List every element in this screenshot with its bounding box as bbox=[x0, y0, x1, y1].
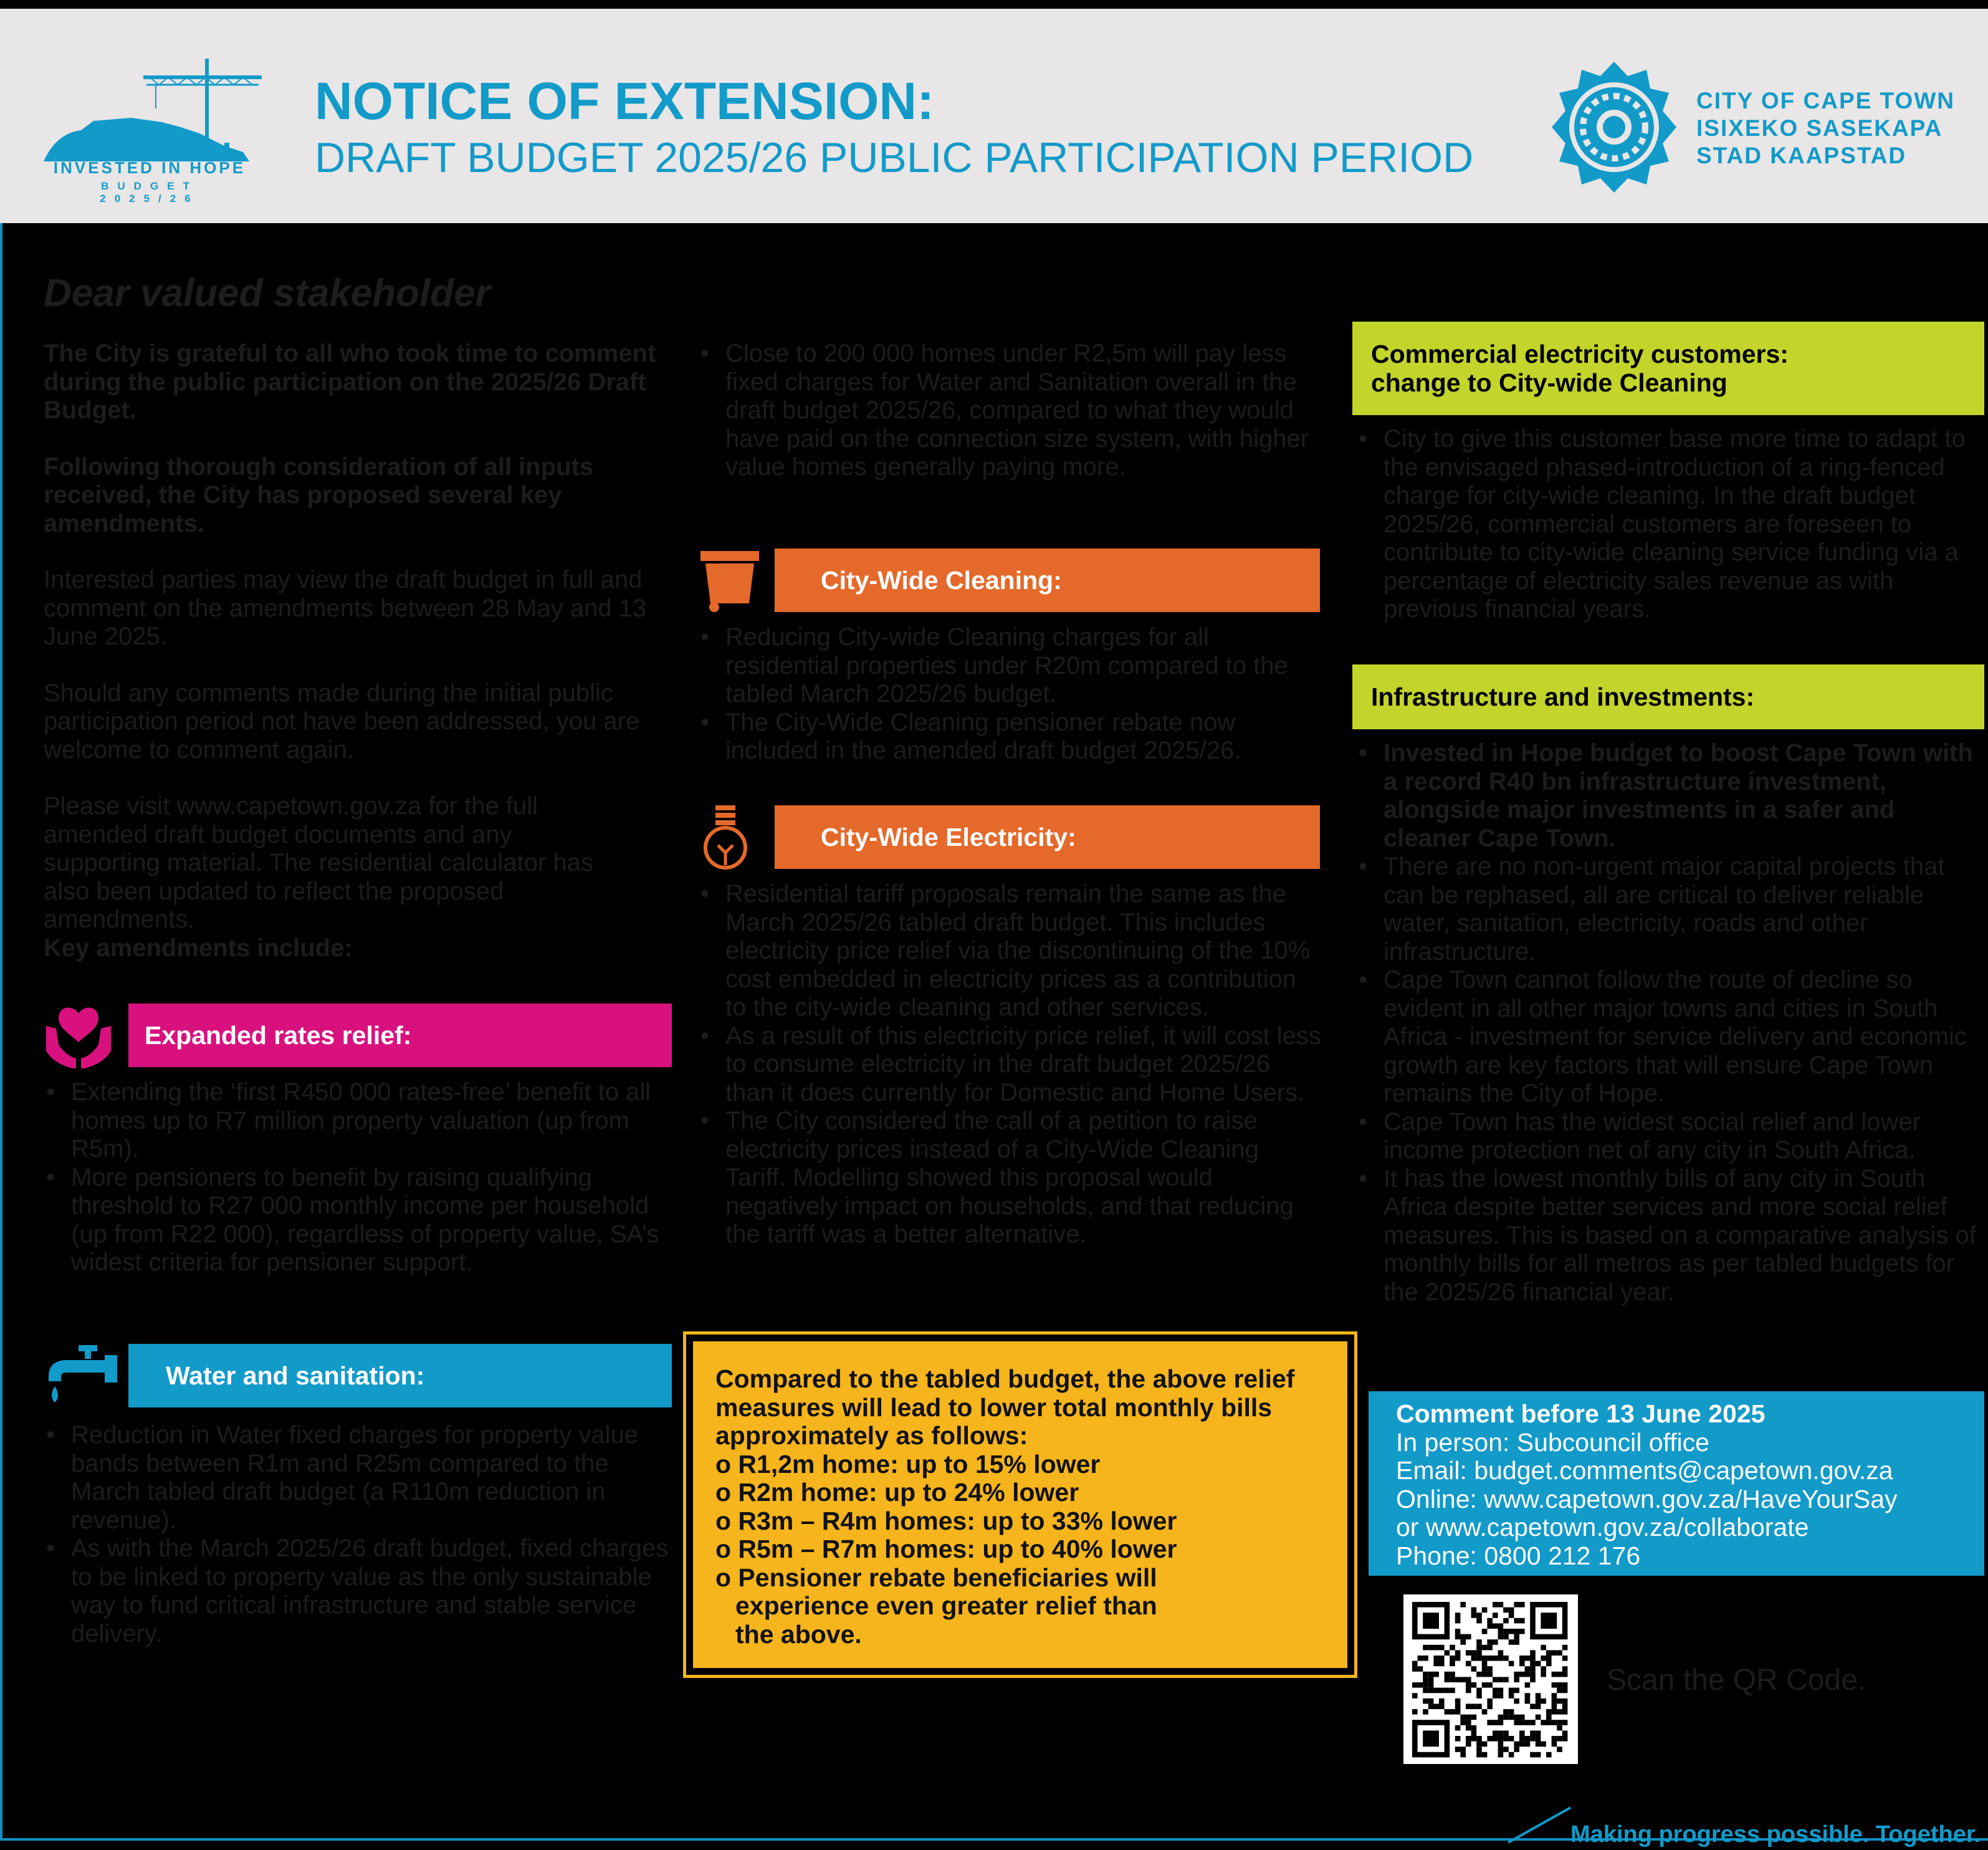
list-item: • Reducing City-wide Cleaning charges for all residential properties under R20m compared to the tabled March 2025/26 budget. bbox=[698, 623, 1321, 709]
intro-paragraph-5: Please visit www.capetown.gov.za for the full amended draft budget documents and any supporting material. The residential calculator has also been updated to reflect the proposed amendments. bbox=[44, 792, 593, 933]
city-name-english: CITY OF CAPE TOWN bbox=[1696, 88, 1955, 113]
relief-box bbox=[693, 1341, 1347, 1668]
relief-item: o Pensioner rebate beneficiaries will bbox=[715, 1563, 1157, 1592]
list-item: • Reduction in Water fixed charges for property value bands between R1m and R25m compared to the March tabled draft budget (a R110m reduction in revenue). bbox=[44, 1421, 673, 1535]
city-name bbox=[1696, 87, 1955, 170]
city-name-afrikaans: STAD KAAPSTAD bbox=[1696, 143, 1907, 168]
city-name-xhosa: ISIXEKO SASEKAPA bbox=[1696, 115, 1943, 141]
comment-in-person: In person: Subcouncil office bbox=[1396, 1427, 1709, 1457]
footer-tagline: Making progress possible. Together. bbox=[1570, 1821, 1981, 1848]
list-item: • There are no non-urgent major capital projects that can be rephased, all are critical to deliver reliable water, sanitation, electricity, roads and other infrastructure. bbox=[1356, 853, 1979, 966]
relief-item: o R5m – R7m homes: up to 40% lower bbox=[715, 1535, 1177, 1563]
relief-item-continued: the above. bbox=[735, 1619, 862, 1649]
column-intro bbox=[44, 340, 673, 962]
city-wide-cleaning-title: City-Wide Cleaning: bbox=[821, 565, 1062, 595]
page-subtitle: DRAFT BUDGET 2025/26 PUBLIC PARTICIPATION PERIOD bbox=[315, 134, 1474, 181]
intro-paragraph-4: Should any comments made during the initial public participation period not have been addressed, you are welcome to comment again. bbox=[44, 679, 640, 764]
commercial-electricity-band bbox=[1352, 322, 1984, 415]
list-item: • More pensioners to benefit by raising qualifying threshold to R27 000 monthly income per household (up from R22 000), regardless of property value, SA’s widest criteria for pensioner support. bbox=[44, 1164, 673, 1277]
water-sanitation-title: Water and sanitation: bbox=[166, 1361, 425, 1390]
relief-item: o R2m home: up to 24% lower bbox=[715, 1478, 1079, 1507]
list-item: • City to give this customer base more time to adapt to the envisaged phased-introduction of a ring-fenced charge for city-wide cleaning. In the draft budget 2025/26, commercial customers are foreseen to contribute to city-wide cleaning service funding via a percentage of electricity sales revenue as with previous financial years. bbox=[1356, 425, 1979, 624]
column-two-top bbox=[698, 340, 1321, 482]
relief-item-continued: experience even greater relief than bbox=[735, 1591, 1157, 1620]
relief-intro: Compared to the tabled budget, the above relief measures will lead to lower total monthly bills approximately as follows: bbox=[715, 1364, 1295, 1450]
list-item: • As with the March 2025/26 draft budget, fixed charges to be linked to property value as the only sustainable way to fund critical infrastructure and stable service delivery. bbox=[44, 1535, 673, 1648]
commercial-title-line2: change to City-wide Cleaning bbox=[1371, 368, 1728, 397]
header bbox=[0, 9, 1988, 223]
city-wide-cleaning-list bbox=[698, 623, 1321, 765]
infrastructure-list bbox=[1356, 739, 1979, 1306]
list-item: • Residential tariff proposals remain the same as the March 2025/26 tabled draft budget. This includes electricity price relief via the discontinuing of the 10% cost embedded in electricity prices as a contribution to the city-wide cleaning and other services. bbox=[698, 880, 1321, 1022]
city-wide-electricity-title: City-Wide Electricity: bbox=[821, 822, 1076, 851]
intro-paragraph-2: Following thorough consideration of all inputs received, the City has proposed several key amendments. bbox=[44, 453, 594, 537]
city-wide-cleaning-band bbox=[775, 549, 1320, 612]
water-sanitation-band bbox=[128, 1344, 672, 1407]
rates-relief-band bbox=[128, 1004, 672, 1067]
key-amendments-heading: Key amendments include: bbox=[44, 934, 353, 962]
scan-qr-label: Scan the QR Code. bbox=[1607, 1664, 1866, 1697]
wheelie-bin-icon bbox=[697, 547, 763, 613]
relief-item: o R1,2m home: up to 15% lower bbox=[715, 1449, 1101, 1479]
city-of-cape-town-emblem bbox=[1539, 59, 1689, 196]
comment-phone: Phone: 0800 212 176 bbox=[1396, 1541, 1641, 1570]
list-item: • Cape Town cannot follow the route of decline so evident in all other major towns and cities in South Africa - investment for service delivery and economic growth are key factors that will ensure Cape Town remains the City of Hope. bbox=[1356, 966, 1979, 1108]
logo-invested-text: INVESTED IN HOPE bbox=[53, 158, 246, 177]
salutation: Dear valued stakeholder bbox=[44, 272, 490, 315]
commercial-title-line1: Commercial electricity customers: bbox=[1371, 340, 1789, 368]
infrastructure-title: Infrastructure and investments: bbox=[1371, 682, 1755, 711]
list-item: • Cape Town has the widest social relief and lower income protection net of any city in South Africa. bbox=[1356, 1108, 1979, 1165]
water-tap-icon bbox=[42, 1340, 118, 1409]
comment-email[interactable]: Email: budget.comments@capetown.gov.za bbox=[1396, 1456, 1893, 1485]
rates-relief-title: Expanded rates relief: bbox=[145, 1020, 412, 1050]
list-item: • The City considered the call of a petition to raise electricity prices instead of a City-Wide Cleaning Tariff. Modelling showed this proposal would negatively impact on households, and that reducing the tariff was a better alternative. bbox=[698, 1107, 1321, 1249]
comment-deadline: Comment before 13 June 2025 bbox=[1396, 1399, 1766, 1428]
commercial-list bbox=[1356, 425, 1979, 624]
comment-box bbox=[1369, 1391, 1984, 1576]
city-wide-electricity-band bbox=[775, 805, 1320, 869]
list-item: • It has the lowest monthly bills of any city in South Africa despite better services and more social relief measures. This is based on a comparative analysis of monthly bills for all metros as per tabled budgets for the 2025/26 financial year. bbox=[1356, 1165, 1979, 1307]
qr-code[interactable] bbox=[1403, 1594, 1578, 1764]
comment-online-link[interactable]: Online: www.capetown.gov.za/HaveYourSay bbox=[1396, 1484, 1898, 1513]
list-item: • Close to 200 000 homes under R2,5m will pay less fixed charges for Water and Sanitation overall in the draft budget 2025/26, compared to what they would have paid on the connection size system, with higher value homes generally paying more. bbox=[698, 340, 1321, 482]
hands-heart-icon bbox=[41, 1001, 116, 1070]
intro-paragraph-1: The City is grateful to all who took time to comment during the public participation on the 2025/26 Draft Budget. bbox=[44, 340, 656, 424]
list-item: • The City-Wide Cleaning pensioner rebate now included in the amended draft budget 2025/26. bbox=[698, 709, 1321, 765]
city-wide-electricity-list bbox=[698, 880, 1321, 1249]
intro-paragraph-3: Interested parties may view the draft budget in full and comment on the amendments between 28 May and 13 June 2025. bbox=[44, 566, 647, 650]
top-border bbox=[0, 0, 1988, 9]
light-bulb-icon bbox=[700, 803, 750, 871]
comment-collaborate-link[interactable]: or www.capetown.gov.za/collaborate bbox=[1396, 1513, 1809, 1541]
rates-relief-list bbox=[44, 1078, 673, 1277]
logo-budget-text: BUDGET 2025/26 bbox=[100, 180, 199, 204]
page-title: NOTICE OF EXTENSION: bbox=[315, 72, 935, 130]
water-sanitation-list bbox=[44, 1421, 673, 1648]
infrastructure-band bbox=[1352, 664, 1984, 729]
list-item: • As a result of this electricity price relief, it will cost less to consume electricity in the draft budget 2025/26 than it does currently for Domestic and Home Users. bbox=[698, 1022, 1321, 1108]
list-item: • Extending the ‘first R450 000 rates-free’ benefit to all homes up to R7 million property valuation (up from R5m). bbox=[44, 1078, 673, 1164]
relief-item: o R3m – R4m homes: up to 33% lower bbox=[715, 1506, 1177, 1535]
list-item: • Invested in Hope budget to boost Cape Town with a record R40 bn infrastructure investment, alongside major investments in a safer and cleaner Cape Town. bbox=[1356, 739, 1979, 853]
